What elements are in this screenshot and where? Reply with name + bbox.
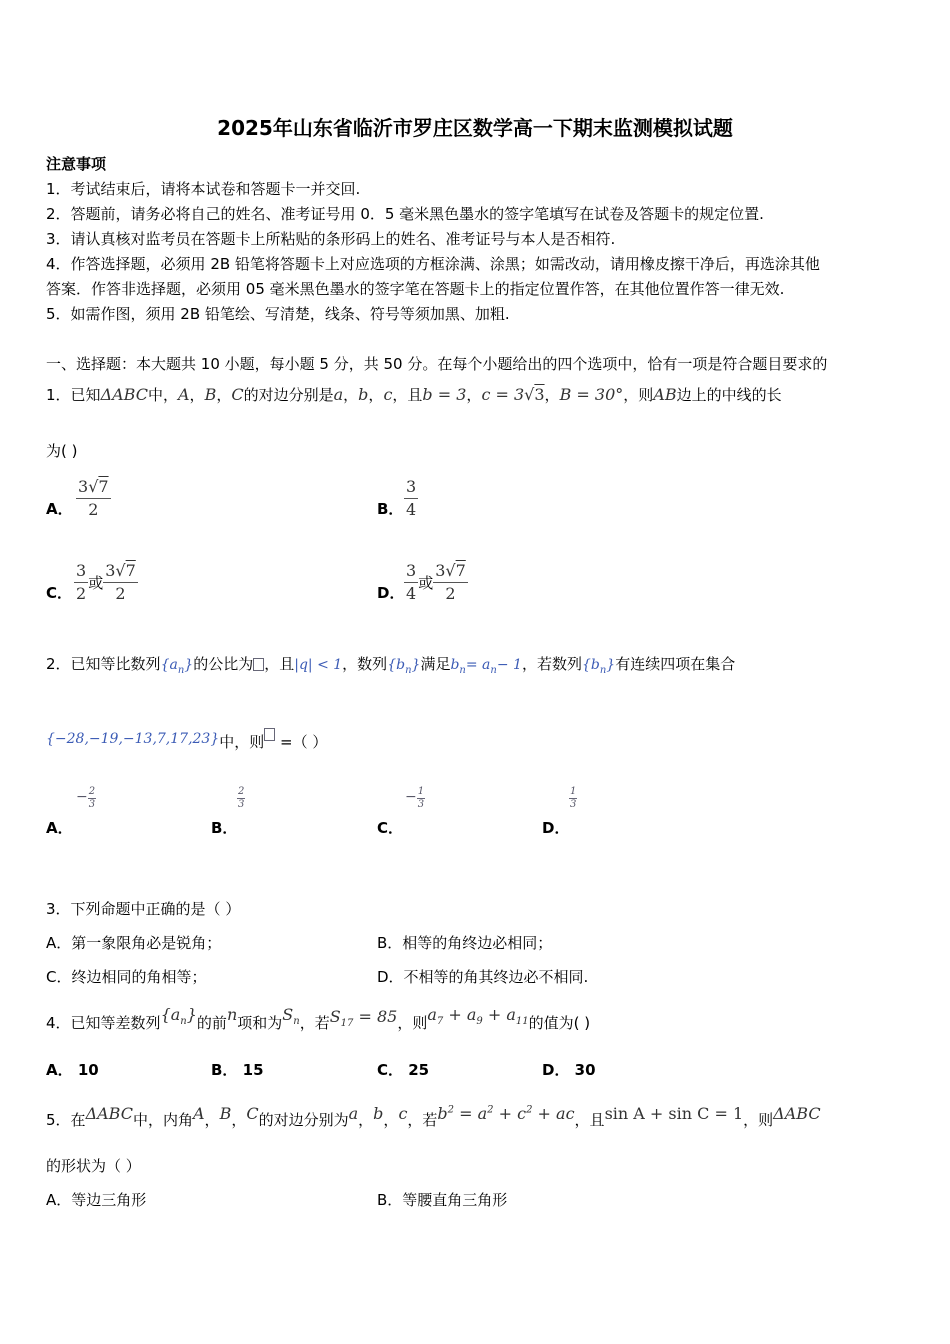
question-2-stem-cont: {−28,−19,−13,7,17,23}中，则 =（ ） bbox=[46, 728, 327, 752]
q2-option-b-label: B． bbox=[211, 819, 238, 837]
q4-option-c: C． 25 bbox=[377, 1061, 430, 1079]
q2-option-b-value: $\frac{2}{3}$ bbox=[238, 786, 245, 810]
question-4-stem: 4．已知等差数列$\{a_n\}$的前n项和为$S_n$，若$S_{17} = 85$，则$a_7 + a_9 + a_{11}$的值为( ) bbox=[46, 1005, 591, 1032]
q1-option-c-label: C． bbox=[46, 584, 73, 602]
q4-option-d: D． 30 bbox=[542, 1061, 596, 1079]
question-3-stem: 3．下列命题中正确的是（ ） bbox=[46, 900, 241, 918]
question-1-stem-cont: 为( ) bbox=[46, 442, 78, 460]
q1-option-c-value: $\frac{3}{2}$ 或 $\frac{3√7}{2}$ bbox=[76, 561, 136, 603]
q2-option-a-label: A． bbox=[46, 819, 73, 837]
notice-item: 2．答题前，请务必将自己的姓名、准考证号用 0．5 毫米黑色墨水的签字笔填写在试卷及答题卡的规定位置. bbox=[46, 205, 764, 223]
notice-item: 4．作答选择题，必须用 2B 铅笔将答题卡上对应选项的方框涂满、涂黑；如需改动，请用橡皮擦干净后，再选涂其他 bbox=[46, 255, 820, 273]
section-heading: 一、选择题：本大题共 10 小题，每小题 5 分，共 50 分。在每个小题给出的四个选项中，恰有一项是符合题目要求的 bbox=[46, 355, 828, 373]
notice-item: 3．请认真核对监考员在答题卡上所粘贴的条形码上的姓名、准考证号与本人是否相符. bbox=[46, 230, 616, 248]
q2-option-d-value: $\frac{1}{3}$ bbox=[570, 786, 577, 810]
question-1-stem: 1．已知ΔABC中，A，B，C的对边分别是a，b，c，且b = 3，c = 3√3，B = 30°，则AB边上的中线的长 bbox=[46, 385, 782, 404]
question-2-stem: 2．已知等比数列$\{a_n\}$的公比为 ，且|q| < 1，数列$\{b_n\}$满足$b_n= a_n- 1$，若数列$\{b_n\}$有连续四项在集合 bbox=[46, 655, 736, 676]
q3-option-c: C．终边相同的角相等； bbox=[46, 968, 207, 986]
q2-option-a-value: − $\frac{2}{3}$ bbox=[76, 786, 96, 810]
placeholder-icon bbox=[264, 728, 275, 741]
notice-heading: 注意事项 bbox=[46, 155, 107, 173]
notice-item: 1．考试结束后，请将本试卷和答题卡一并交回. bbox=[46, 180, 361, 198]
q4-option-a: A． 10 bbox=[46, 1061, 99, 1079]
q1-option-a-label: A． bbox=[46, 500, 73, 518]
notice-item: 5．如需作图，须用 2B 铅笔绘、写清楚，线条、符号等须加黑、加粗. bbox=[46, 305, 510, 323]
q1-option-b-label: B． bbox=[377, 500, 404, 518]
placeholder-icon bbox=[253, 658, 264, 671]
q1-option-d-value: $\frac{3}{4}$ 或 $\frac{3√7}{2}$ bbox=[406, 561, 466, 603]
q5-option-a: A．等边三角形 bbox=[46, 1191, 147, 1209]
q3-option-a: A．第一象限角必是锐角； bbox=[46, 934, 222, 952]
q2-option-c-label: C． bbox=[377, 819, 404, 837]
q2-option-d-label: D． bbox=[542, 819, 570, 837]
notice-item: 答案．作答非选择题，必须用 05 毫米黑色墨水的签字笔在答题卡上的指定位置作答，在其他位置作答一律无效. bbox=[46, 280, 785, 298]
q1-option-d-label: D． bbox=[377, 584, 405, 602]
question-5-stem-cont: 的形状为（ ） bbox=[46, 1157, 141, 1175]
q1-option-b-value: $\frac{3}{4}$ bbox=[406, 477, 417, 519]
q3-option-d: D．不相等的角其终边必不相同. bbox=[377, 968, 589, 986]
q3-option-b: B．相等的角终边必相同； bbox=[377, 934, 553, 952]
page-title: 2025年山东省临沂市罗庄区数学高一下期末监测模拟试题 bbox=[217, 116, 733, 140]
q5-option-b: B．等腰直角三角形 bbox=[377, 1191, 508, 1209]
q4-option-b: B． 15 bbox=[211, 1061, 264, 1079]
q2-option-c-value: − $\frac{1}{3}$ bbox=[405, 786, 425, 810]
question-5-stem: 5．在ΔABC中，内角A，B，C的对边分别为a，b，c，若$b^2 = a^2 + c^2$ + ac，且sin A + sin C = 1，则ΔABC bbox=[46, 1104, 821, 1129]
q1-option-a-value: $\frac{3√7}{2}$ bbox=[78, 477, 109, 519]
